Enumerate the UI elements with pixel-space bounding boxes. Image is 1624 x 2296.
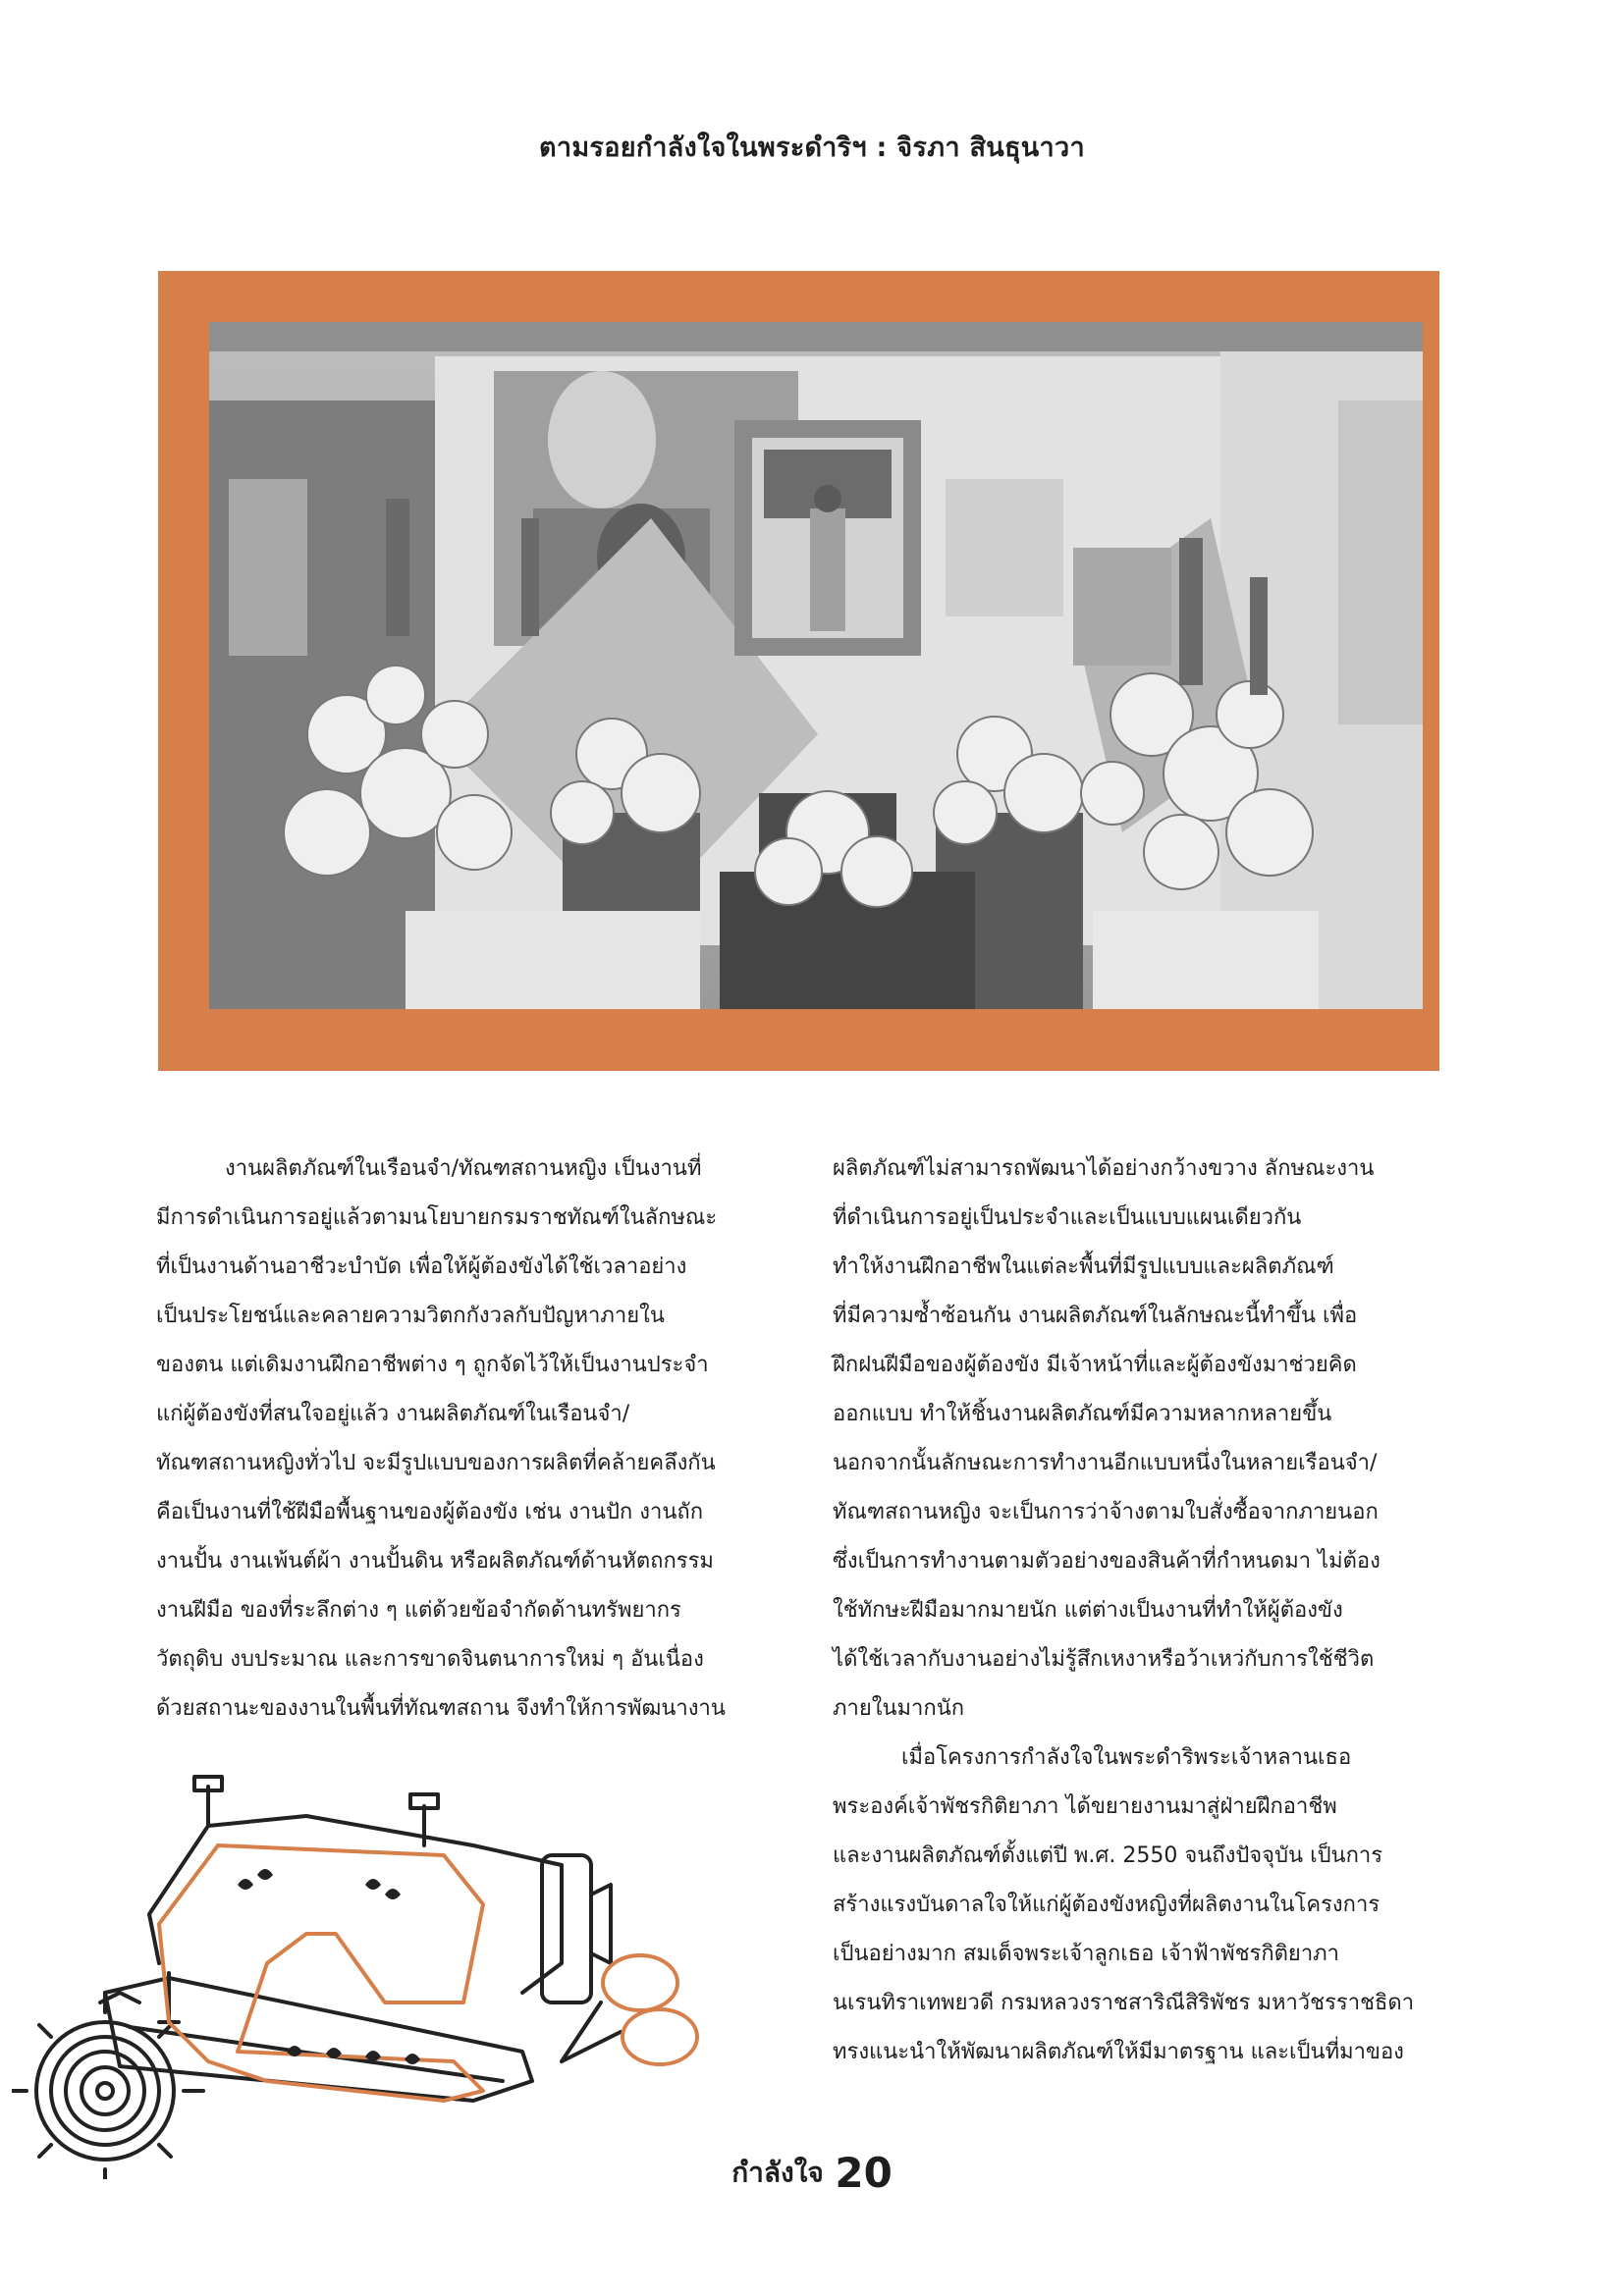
- text-line: ใช้ทักษะฝีมือมากมายนัก แต่ต่างเป็นงานที่ทำให้ผู้ต้องขัง: [833, 1598, 1343, 1623]
- text-line: คือเป็นงานที่ใช้ฝีมือพื้นฐานของผู้ต้องขัง เช่น งานปัก งานถัก: [156, 1500, 704, 1524]
- photo-illustration: [209, 322, 1423, 1009]
- paragraph: [833, 1734, 1469, 1783]
- text-line: และงานผลิตภัณฑ์ตั้งแต่ปี พ.ศ. 2550 จนถึงปัจจุบัน เป็นการ: [833, 1843, 1383, 1868]
- text-line: นอกจากนั้นลักษณะการทำงานอีกแบบหนึ่งในหลายเรือนจำ/: [833, 1451, 1378, 1475]
- paragraph: [156, 1145, 792, 1194]
- thread-spool-icon: [36, 2022, 174, 2160]
- text-line: เมื่อโครงการกำลังใจในพระดำริพระเจ้าหลานเธอ: [901, 1745, 1352, 1770]
- text-line: ผลิตภัณฑ์ไม่สามารถพัฒนาได้อย่างกว้างขวาง ลักษณะงาน: [833, 1156, 1375, 1181]
- page-header-title: ตามรอยกำลังใจในพระดำริฯ : จิรภา สินธุนาวา: [539, 133, 1085, 163]
- text-line: ของตน แต่เดิมงานฝึกอาชีพต่าง ๆ ถูกจัดไว้ให้เป็นงานประจำ: [156, 1353, 709, 1377]
- photo-frame: [158, 271, 1439, 1071]
- text-line: ซึ่งเป็นการทำงานตามตัวอย่างของสินค้าที่กำหนดมา ไม่ต้อง: [833, 1549, 1380, 1574]
- text-line: เป็นประโยชน์และคลายความวิตกกังวลกับปัญหาภายใน: [156, 1304, 665, 1328]
- article-column-right: [833, 1145, 1469, 2077]
- text-line: สร้างแรงบันดาลใจให้แก่ผู้ต้องขังหญิงที่ผลิตงานในโครงการ: [833, 1893, 1380, 1917]
- text-line: แก่ผู้ต้องขังที่สนใจอยู่แล้ว งานผลิตภัณฑ์ในเรือนจำ/: [156, 1402, 630, 1426]
- text-line: ด้วยสถานะของงานในพื้นที่ทัณฑสถาน จึงทำให้การพัฒนางาน: [156, 1696, 726, 1721]
- text-line: ที่ดำเนินการอยู่เป็นประจำและเป็นแบบแผนเดียวกัน: [833, 1205, 1302, 1230]
- text-line: ออกแบบ ทำให้ชิ้นงานผลิตภัณฑ์มีความหลากหลายขึ้น: [833, 1402, 1332, 1426]
- article-column-left: [156, 1145, 792, 1734]
- text-line: ทัณฑสถานหญิง จะเป็นการว่าจ้างตามใบสั่งซื้อจากภายนอก: [833, 1500, 1379, 1524]
- text-line: งานฝีมือ ของที่ระลึกต่าง ๆ แต่ด้วยข้อจำกัดด้านทรัพยากร: [156, 1598, 681, 1623]
- exhibition-booth-photo: [209, 322, 1423, 1009]
- text-line: ทำให้งานฝึกอาชีพในแต่ละพื้นที่มีรูปแบบและผลิตภัณฑ์: [833, 1255, 1334, 1279]
- text-line: ที่มีความซ้ำซ้อนกัน งานผลิตภัณฑ์ในลักษณะนี้ทำขึ้น เพื่อ: [833, 1304, 1358, 1328]
- magazine-name: กำลังใจ: [731, 2156, 824, 2189]
- sewing-machine-illustration: [12, 1767, 699, 2183]
- text-line: ฝึกฝนฝีมือของผู้ต้องขัง มีเจ้าหน้าที่และผู้ต้องขังมาช่วยคิด: [833, 1353, 1357, 1377]
- text-line: ทัณฑสถานหญิงทั่วไป จะมีรูปแบบของการผลิตที่คล้ายคลึงกัน: [156, 1451, 716, 1475]
- page-footer: [0, 2149, 1624, 2197]
- text-line: เป็นอย่างมาก สมเด็จพระเจ้าลูกเธอ เจ้าฟ้าพัชรกิติยาภา: [833, 1942, 1340, 1966]
- text-line: ภายในมากนัก: [833, 1696, 965, 1721]
- text-line: งานผลิตภัณฑ์ในเรือนจำ/ทัณฑสถานหญิง เป็นงานที่: [225, 1156, 702, 1181]
- text-line: พระองค์เจ้าพัชรกิติยาภา ได้ขยายงานมาสู่ฝ่ายฝึกอาชีพ: [833, 1794, 1337, 1819]
- text-line: นเรนทิราเทพยวดี กรมหลวงราชสาริณีสิริพัชร มหาวัชรราชธิดา: [833, 1991, 1415, 2015]
- text-line: วัตถุดิบ งบประมาณ และการขาดจินตนาการใหม่ ๆ อันเนื่อง: [156, 1647, 704, 1672]
- text-line: งานปั้น งานเพ้นต์ผ้า งานปั้นดิน หรือผลิตภัณฑ์ด้านหัตถกรรม: [156, 1549, 714, 1574]
- text-line: ที่เป็นงานด้านอาชีวะบำบัด เพื่อให้ผู้ต้องขังได้ใช้เวลาอย่าง: [156, 1255, 687, 1279]
- text-line: มีการดำเนินการอยู่แล้วตามนโยบายกรมราชทัณฑ์ในลักษณะ: [156, 1205, 718, 1230]
- text-line: ได้ใช้เวลากับงานอย่างไม่รู้สึกเหงาหรือว้าเหว่กับการใช้ชีวิต: [833, 1647, 1375, 1672]
- text-line: ทรงแนะนำให้พัฒนาผลิตภัณฑ์ให้มีมาตรฐาน และเป็นที่มาของ: [833, 2040, 1404, 2064]
- page-number: 20: [835, 2149, 893, 2197]
